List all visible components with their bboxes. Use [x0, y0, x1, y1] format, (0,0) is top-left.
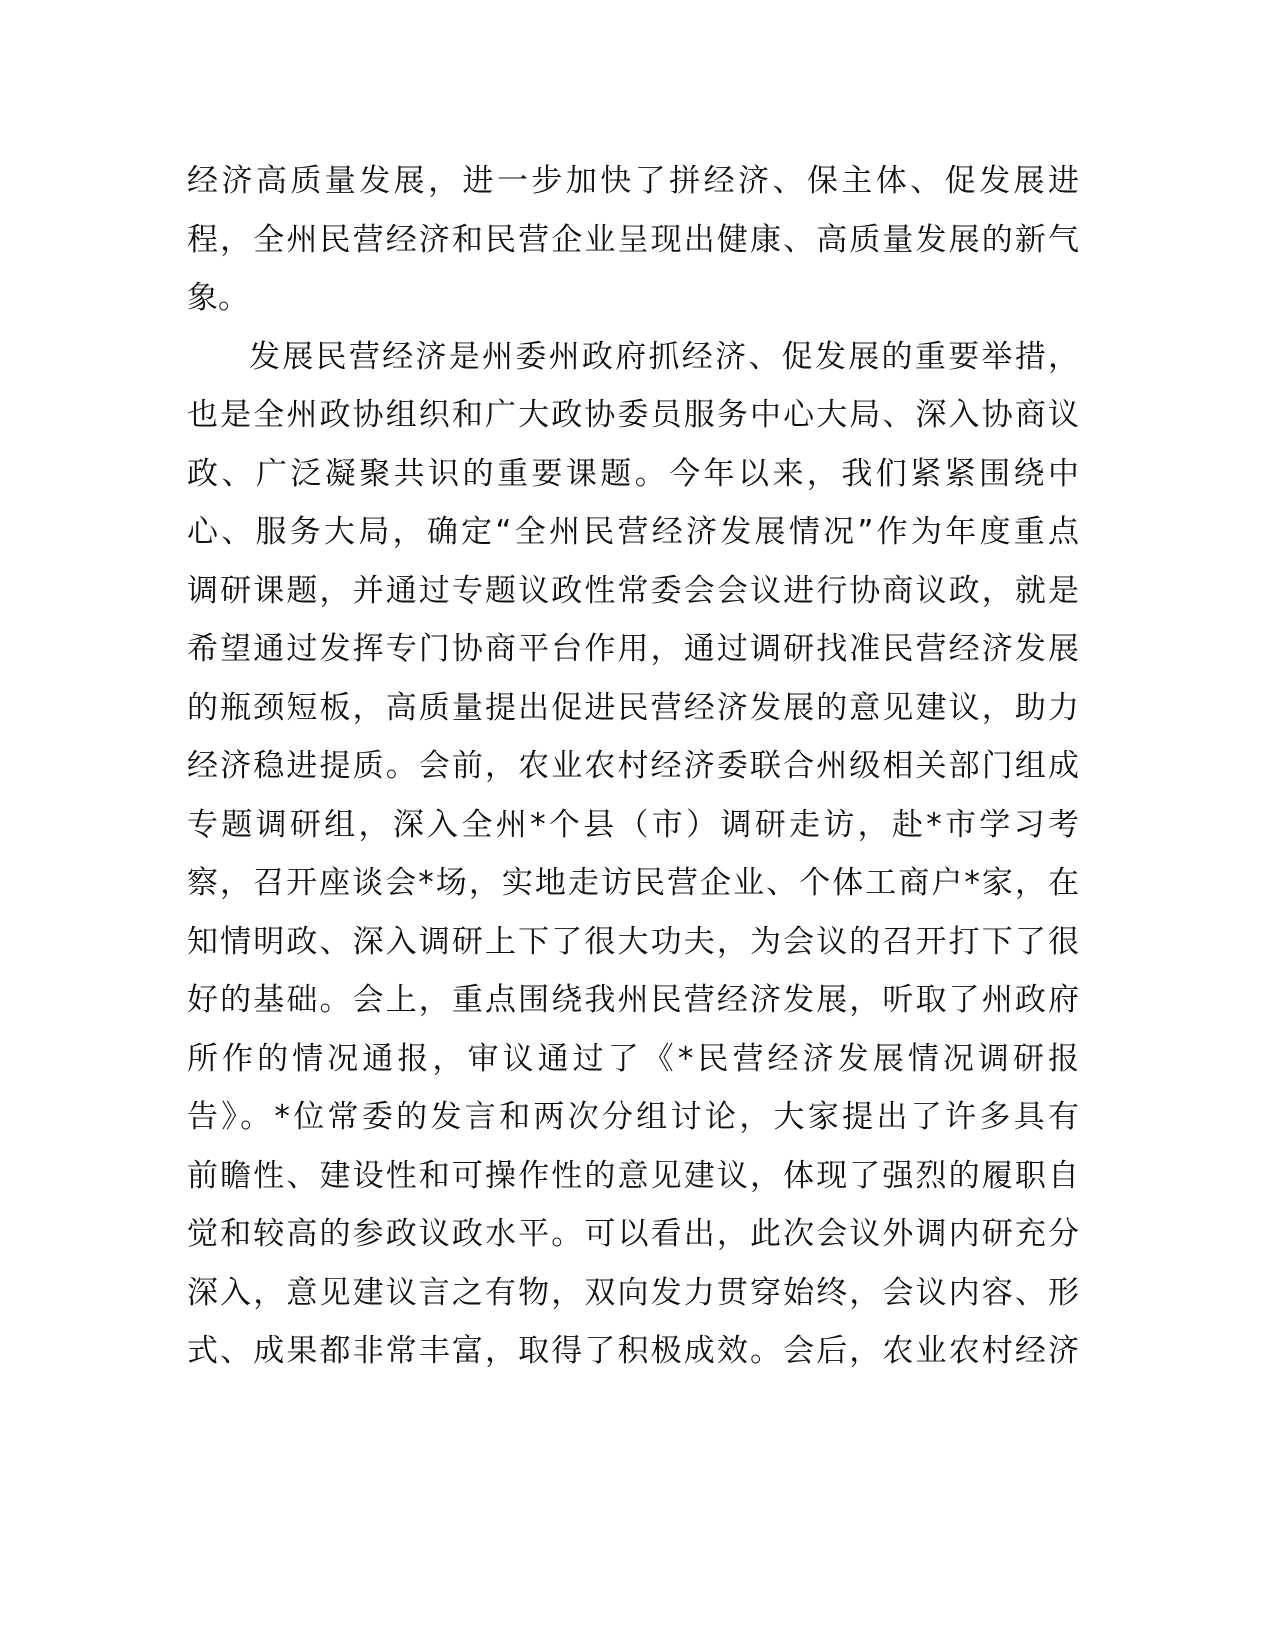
text-line: 程，全州民营经济和民营企业呈现出健康、高质量发展的新气 [187, 221, 1079, 258]
text-line: 象。 [187, 280, 249, 316]
text-line: 告》。*位常委的发言和两次分组讨论，大家提出了许多具有 [187, 1099, 1079, 1135]
text-line: 经济稳进提质。会前，农业农村经济委联合州级相关部门组成 [187, 748, 1079, 784]
text-line: 察，召开座谈会*场，实地走访民营企业、个体工商户*家，在 [187, 865, 1079, 901]
text-line: 深入，意见建议言之有物，双向发力贯穿始终，会议内容、形 [187, 1274, 1079, 1311]
text-line: 调研课题，并通过专题议政性常委会会议进行协商议政，就是 [187, 572, 1079, 609]
text-line: 所作的情况通报，审议通过了《*民营经济发展情况调研报 [187, 1040, 1079, 1077]
text-line: 专题调研组，深入全州*个县（市）调研走访，赴*市学习考 [187, 806, 1079, 843]
text-line: 式、成果都非常丰富，取得了积极成效。会后，农业农村经济 [187, 1333, 1079, 1369]
text-line: 发展民营经济是州委州政府抓经济、促发展的重要举措， [249, 338, 1079, 375]
text-line: 觉和较高的参政议政水平。可以看出，此次会议外调内研充分 [187, 1216, 1079, 1252]
text-line: 的瓶颈短板，高质量提出促进民营经济发展的意见建议，助力 [187, 689, 1079, 726]
text-line: 政、广泛凝聚共识的重要课题。今年以来，我们紧紧围绕中 [187, 455, 1079, 492]
text-line: 也是全州政协组织和广大政协委员服务中心大局、深入协商议 [187, 397, 1079, 433]
text-line: 知情明政、深入调研上下了很大功夫，为会议的召开打下了很 [187, 923, 1079, 960]
text-line: 前瞻性、建设性和可操作性的意见建议，体现了强烈的履职自 [187, 1157, 1079, 1194]
text-line: 好的基础。会上，重点围绕我州民营经济发展，听取了州政府 [187, 982, 1079, 1018]
paragraph-2 [187, 328, 1079, 1381]
text-line: 希望通过发挥专门协商平台作用，通过调研找准民营经济发展 [187, 631, 1079, 667]
text-line: 经济高质量发展，进一步加快了拼经济、保主体、促发展进 [187, 163, 1079, 199]
paragraph-1 [187, 152, 1079, 328]
body-text [187, 152, 1079, 1381]
text-line: 心、服务大局，确定“全州民营经济发展情况”作为年度重点 [187, 514, 1079, 550]
